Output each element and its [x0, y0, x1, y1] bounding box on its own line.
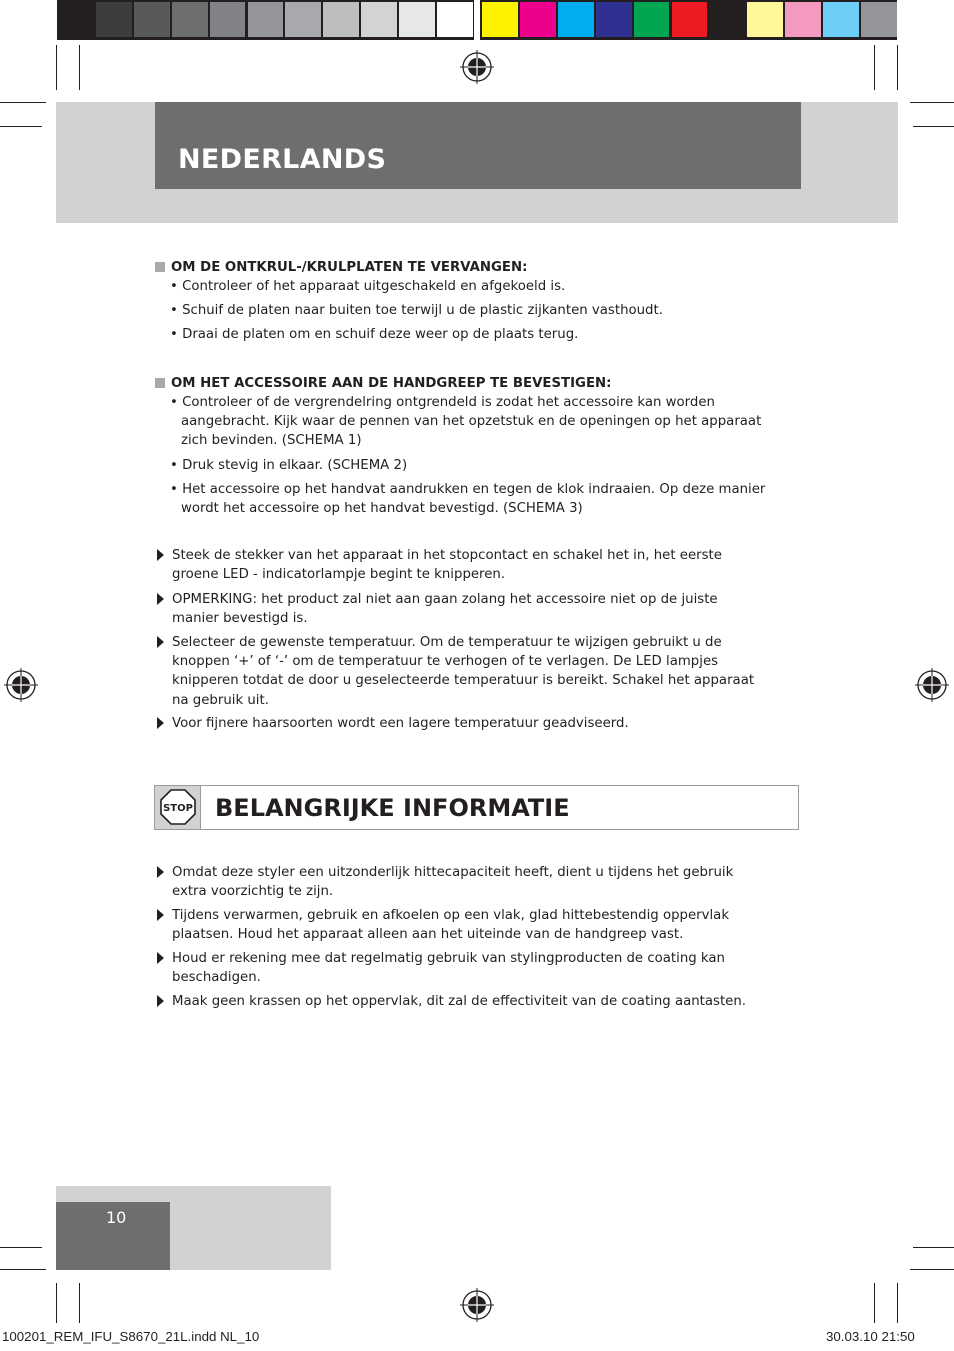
process-color-swatch [596, 2, 632, 37]
gray-swatch [323, 2, 359, 37]
process-color-swatch [785, 2, 821, 37]
section-heading: OM DE ONTKRUL-/KRULPLATEN TE VERVANGEN: [155, 258, 527, 277]
process-color-swatch [709, 2, 745, 37]
registration-mark-icon [460, 50, 494, 84]
arrow-bullet-icon [157, 636, 164, 648]
gray-swatch [361, 2, 397, 37]
registration-mark-icon [460, 1288, 494, 1322]
stop-sign-cell [155, 786, 201, 829]
important-info-header [154, 785, 799, 830]
info-item: Houd er rekening mee dat regelmatig gebruik van stylingproducten de coating kan beschadigen. [155, 949, 795, 987]
process-color-swatch [747, 2, 783, 37]
list-item: • Controleer of het apparaat uitgeschakeld en afgekoeld is. [170, 279, 566, 294]
registration-mark-icon [915, 668, 949, 702]
instruction-item: OPMERKING: het product zal niet aan gaan zolang het accessoire niet op de juiste manier bevestigd is. [155, 590, 795, 628]
process-color-swatch [520, 2, 556, 37]
gray-swatch [96, 2, 132, 37]
list-item: • Druk stevig in elkaar. (SCHEMA 2) [170, 458, 408, 473]
arrow-bullet-icon [157, 952, 164, 964]
list-item: • Draai de platen om en schuif deze weer op de plaats terug. [170, 327, 579, 342]
section-heading: OM HET ACCESSOIRE AAN DE HANDGREEP TE BEVESTIGEN: [155, 374, 612, 393]
file-slug: 100201_REM_IFU_S8670_21L.indd NL_10 [2, 1329, 260, 1344]
gray-swatch [210, 2, 246, 37]
footer-box [56, 1202, 170, 1270]
gray-swatch [134, 2, 170, 37]
process-color-swatch [823, 2, 859, 37]
square-bullet-icon [155, 262, 165, 272]
info-item: Omdat deze styler een uitzonderlijk hittecapaciteit heeft, dient u tijdens het gebruik extra voorzichtig te zijn. [155, 863, 795, 901]
arrow-bullet-icon [157, 909, 164, 921]
instruction-item: Voor fijnere haarsoorten wordt een lagere temperatuur geadviseerd. [155, 714, 795, 733]
gray-swatch [285, 2, 321, 37]
section-title: BELANGRIJKE INFORMATIE [215, 794, 570, 822]
list-item: • Het accessoire op het handvat aandrukken en tegen de klok indraaien. Op deze manier wordt het accessoire op het handvat bevestigd. (SCHEMA 3) [170, 482, 766, 517]
date-slug: 30.03.10 21:50 [826, 1329, 915, 1344]
arrow-bullet-icon [157, 549, 164, 561]
info-item: Tijdens verwarmen, gebruik en afkoelen op een vlak, glad hittebestendig oppervlak plaatsen. Houd het apparaat alleen aan het uiteinde van de handgreep vast. [155, 906, 795, 944]
process-color-swatch [482, 2, 518, 37]
process-color-swatch [558, 2, 594, 37]
square-bullet-icon [155, 378, 165, 388]
info-item: Maak geen krassen op het oppervlak, dit zal de effectiviteit van de coating aantasten. [155, 992, 795, 1011]
gray-swatch [248, 2, 284, 37]
gray-swatch [437, 2, 473, 37]
arrow-bullet-icon [157, 717, 164, 729]
arrow-bullet-icon [157, 593, 164, 605]
process-color-swatch [672, 2, 708, 37]
process-color-swatch [634, 2, 670, 37]
instruction-item: Selecteer de gewenste temperatuur. Om de temperatuur te wijzigen gebruikt u de knoppen ‘+’ of ‘-’ om de temperatuur te verhogen of te verlagen. De LED lampjes knipperen totdat de door u geselecteerde temperatuur is bereikt. Schakel het apparaat na gebruik uit. [155, 633, 795, 710]
header-box [155, 102, 801, 189]
stop-sign-icon [159, 788, 197, 826]
gray-swatch [172, 2, 208, 37]
svg-text:STOP: STOP [163, 803, 193, 814]
arrow-bullet-icon [157, 995, 164, 1007]
registration-mark-icon [4, 668, 38, 702]
color-calibration-bar [57, 0, 897, 40]
page-title: NEDERLANDS [178, 144, 387, 175]
list-item: • Schuif de platen naar buiten toe terwijl u de plastic zijkanten vasthoudt. [170, 303, 663, 318]
gray-swatch [399, 2, 435, 37]
list-item: • Controleer of de vergrendelring ontgrendeld is zodat het accessoire kan worden aangebracht. Kijk waar de pennen van het opzetstuk en de openingen op het apparaat zich bevinden. (SCHEMA 1) [170, 395, 762, 449]
gray-swatch [58, 2, 94, 37]
instruction-item: Steek de stekker van het apparaat in het stopcontact en schakel het in, het eerste groene LED - indicatorlampje begint te knipperen. [155, 546, 795, 584]
page-number: 10 [106, 1208, 127, 1227]
arrow-bullet-icon [157, 866, 164, 878]
process-color-swatch [861, 2, 897, 37]
